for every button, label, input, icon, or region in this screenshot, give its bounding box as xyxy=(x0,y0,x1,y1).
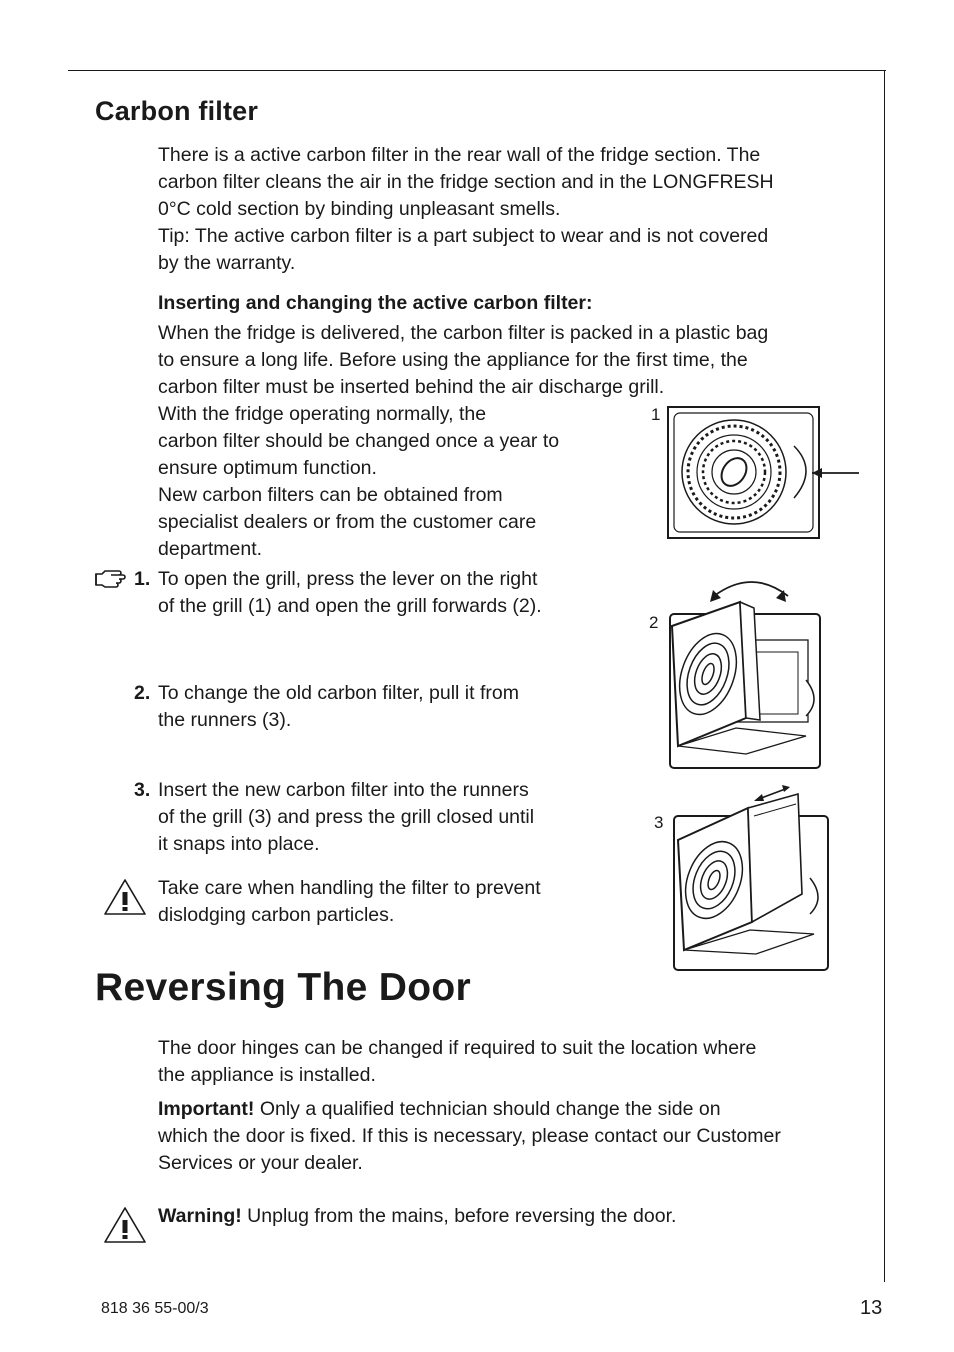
delivery-line: carbon filter must be inserted behind the air discharge grill. xyxy=(158,376,665,398)
warning-label: Warning! xyxy=(158,1205,242,1227)
intro-line: carbon filter cleans the air in the fridge section and in the LONGFRESH xyxy=(158,171,774,193)
change-line: carbon filter should be changed once a year to xyxy=(158,430,560,452)
change-line: New carbon filters can be obtained from xyxy=(158,484,503,506)
pointing-hand-icon xyxy=(94,568,128,594)
step-number: 2. xyxy=(134,682,151,704)
important-line: Services or your dealer. xyxy=(158,1152,363,1174)
hinge-line: The door hinges can be changed if required to suit the location where xyxy=(158,1037,757,1059)
section-title-carbon-filter: Carbon filter xyxy=(95,96,259,126)
figure-label-3: 3 xyxy=(654,813,664,832)
grill-open-illustration xyxy=(666,568,826,772)
caution-text xyxy=(158,875,541,929)
change-line: ensure optimum function. xyxy=(158,457,377,479)
intro-line: by the warranty. xyxy=(158,252,296,274)
delivery-line: When the fridge is delivered, the carbon filter is packed in a plastic bag xyxy=(158,322,769,344)
right-rule xyxy=(884,70,885,1282)
change-line: specialist dealers or from the customer care xyxy=(158,511,537,533)
intro-line: There is a active carbon filter in the rear wall of the fridge section. The xyxy=(158,144,761,166)
grill-closed-illustration xyxy=(664,404,864,542)
step-line: of the grill (1) and open the grill forwards (2). xyxy=(158,595,542,617)
change-line: department. xyxy=(158,538,263,560)
hinge-paragraph xyxy=(158,1035,756,1089)
step-line: of the grill (3) and press the grill closed until xyxy=(158,806,535,828)
change-paragraph xyxy=(158,401,559,563)
intro-paragraph xyxy=(158,142,774,277)
filter-runners-illustration xyxy=(670,782,832,974)
step-line: it snaps into place. xyxy=(158,833,320,855)
step-line: To change the old carbon filter, pull it from xyxy=(158,682,519,704)
warning-triangle-icon xyxy=(102,1205,148,1250)
hinge-line: the appliance is installed. xyxy=(158,1064,376,1086)
step-3-text xyxy=(158,777,534,858)
intro-line: Tip: The active carbon filter is a part subject to wear and is not covered xyxy=(158,225,769,247)
important-paragraph xyxy=(158,1096,781,1177)
document-code: 818 36 55-00/3 xyxy=(101,1300,209,1317)
step-2-text xyxy=(158,680,519,734)
important-label: Important! xyxy=(158,1098,255,1120)
top-rule xyxy=(68,70,886,71)
important-line: which the door is fixed. If this is necessary, please contact our Customer xyxy=(158,1125,781,1147)
warning-text: Unplug from the mains, before reversing the door. xyxy=(241,1205,677,1227)
figure-label-2: 2 xyxy=(649,613,659,632)
intro-line: 0°C cold section by binding unpleasant smells. xyxy=(158,198,561,220)
step-number: 3. xyxy=(134,779,151,801)
step-line: To open the grill, press the lever on the right xyxy=(158,568,538,590)
caution-line: dislodging carbon particles. xyxy=(158,904,395,926)
warning-paragraph xyxy=(158,1203,676,1230)
subheading-inserting: Inserting and changing the active carbon filter: xyxy=(158,292,593,314)
caution-line: Take care when handling the filter to prevent xyxy=(158,877,541,899)
delivery-line: to ensure a long life. Before using the appliance for the first time, the xyxy=(158,349,748,371)
step-line: Insert the new carbon filter into the runners xyxy=(158,779,529,801)
step-number: 1. xyxy=(134,568,151,590)
change-line: With the fridge operating normally, the xyxy=(158,403,487,425)
warning-triangle-icon xyxy=(102,877,148,922)
delivery-paragraph xyxy=(158,320,768,401)
page-number: 13 xyxy=(860,1297,883,1319)
step-1-text xyxy=(158,566,542,620)
section-title-reversing-door: Reversing The Door xyxy=(95,966,471,1009)
figure-label-1: 1 xyxy=(651,405,661,424)
important-line xyxy=(158,1096,781,1123)
step-line: the runners (3). xyxy=(158,709,292,731)
important-text: Only a qualified technician should change the side on xyxy=(254,1098,721,1120)
